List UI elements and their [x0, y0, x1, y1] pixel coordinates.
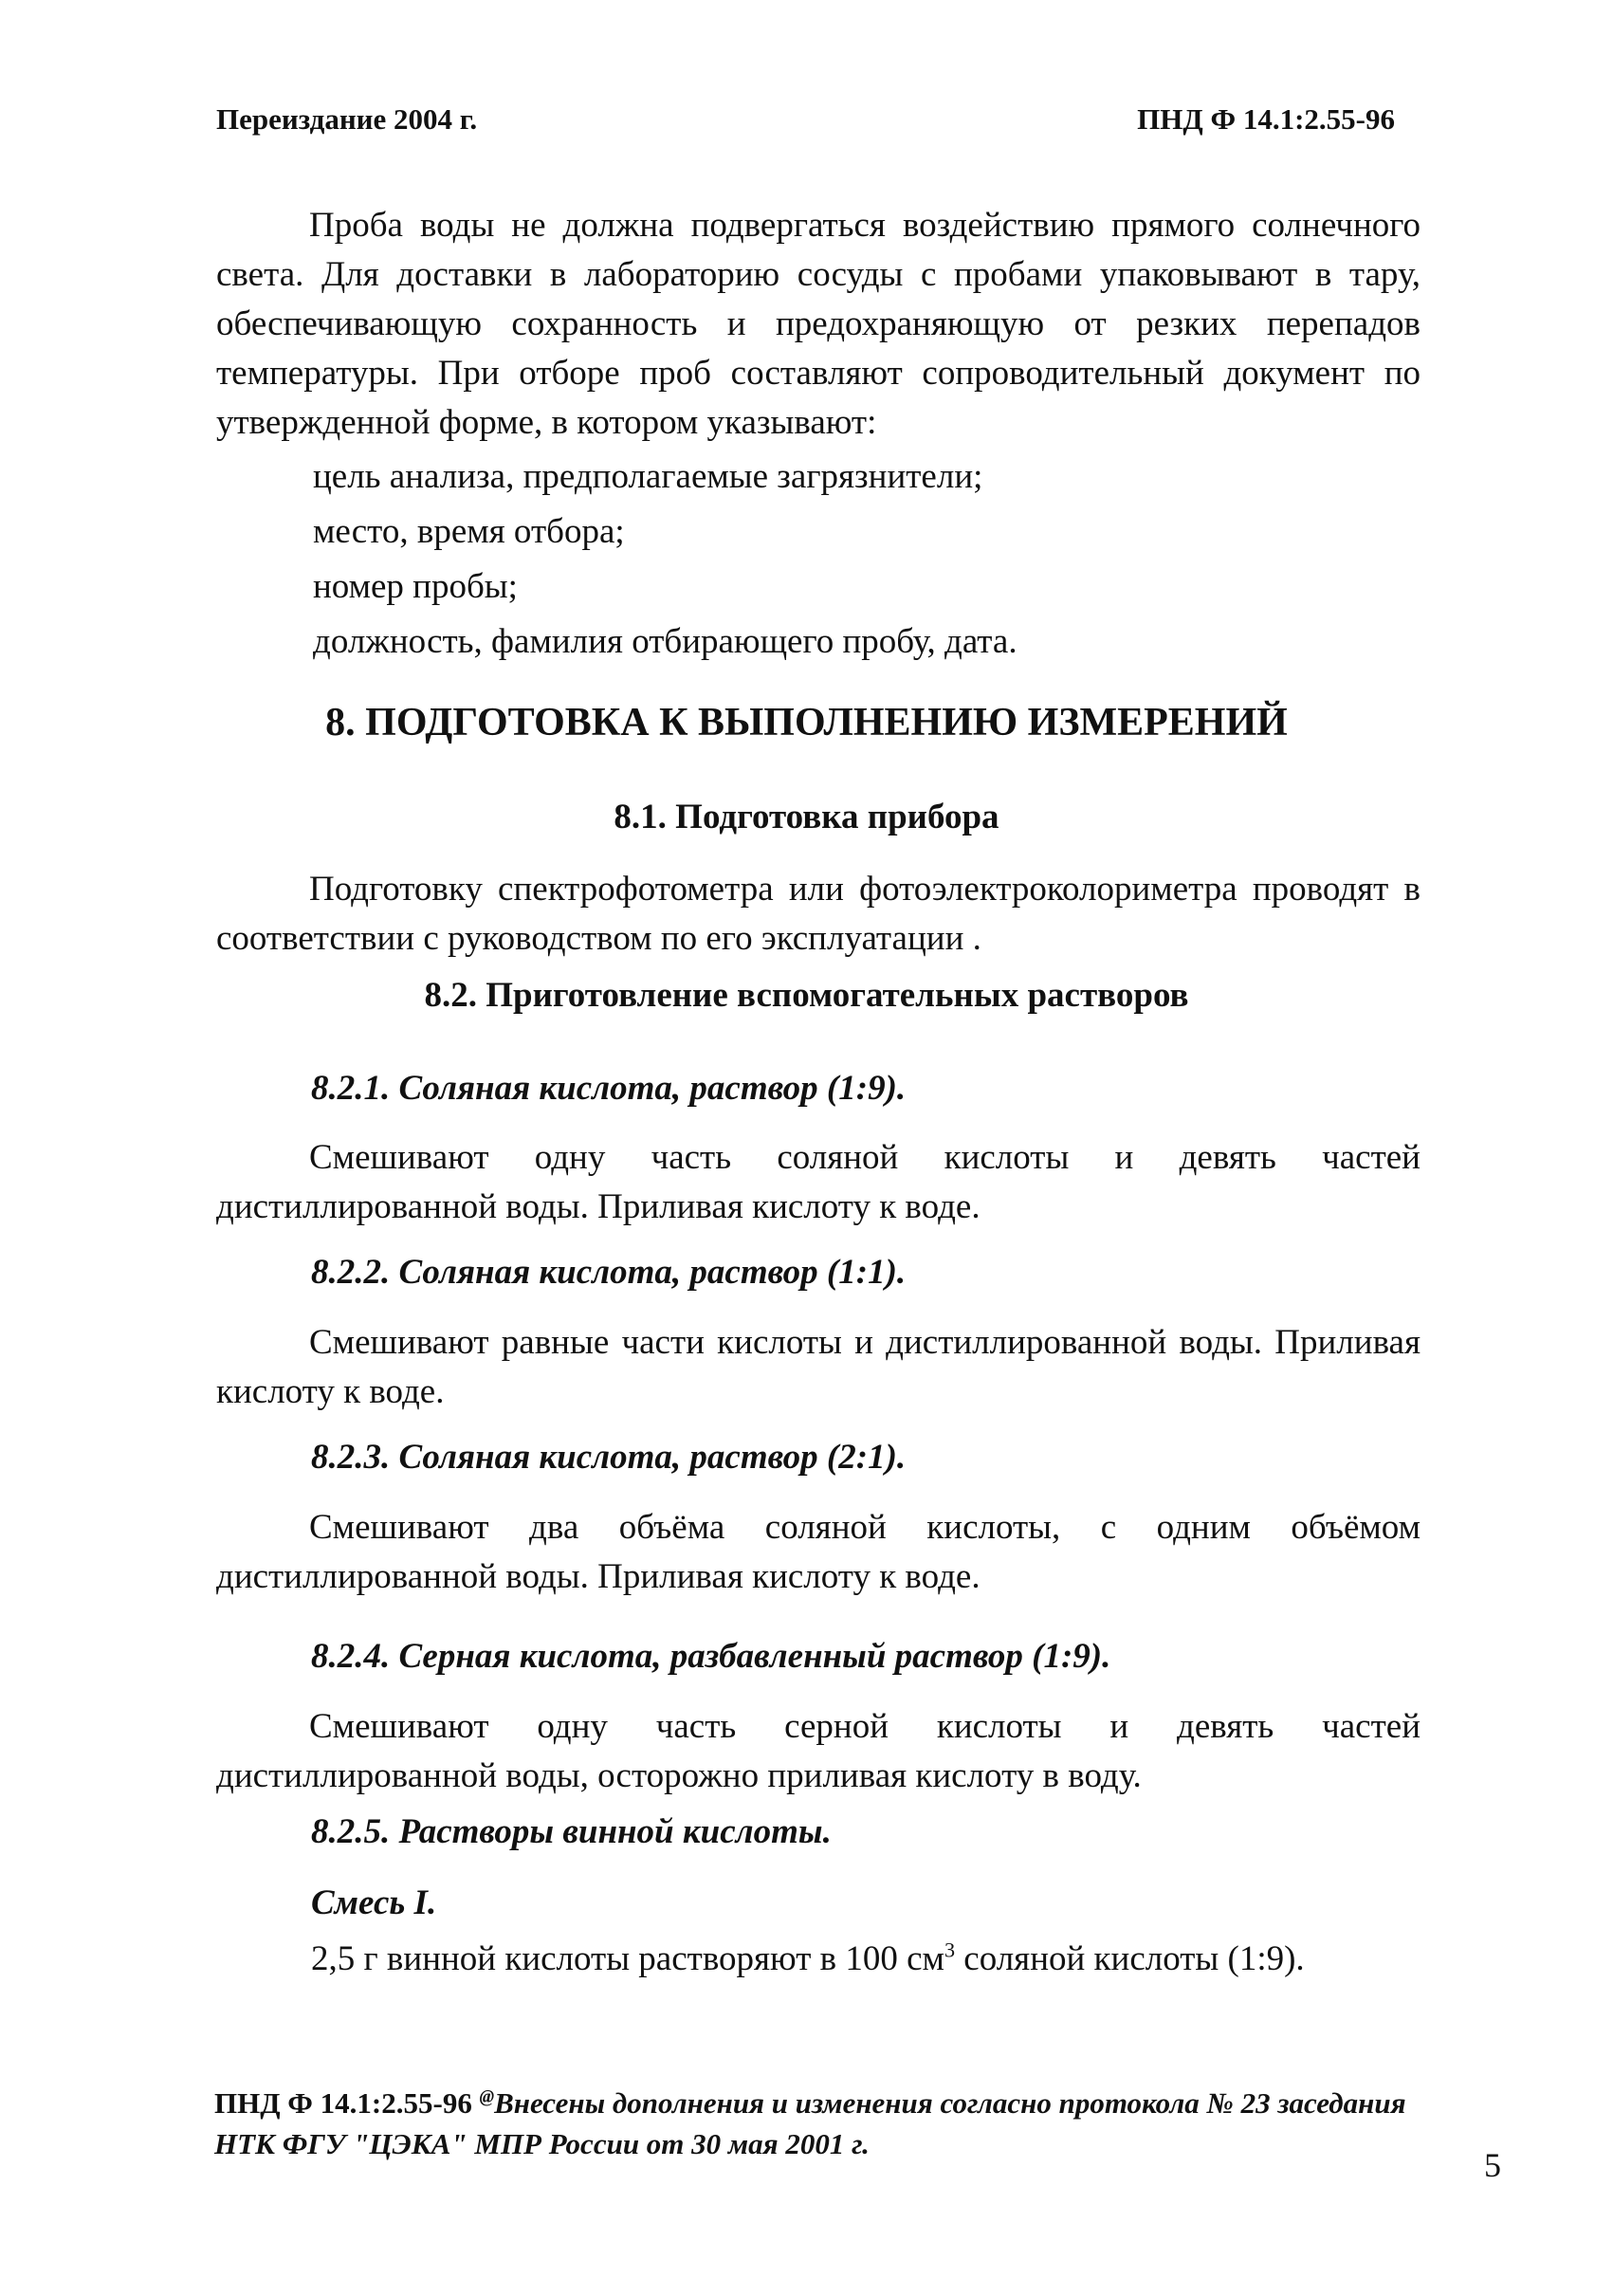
section-8-title: 8. ПОДГОТОВКА К ВЫПОЛНЕНИЮ ИЗМЕРЕНИЙ [325, 701, 1288, 744]
footnote-marker: @ [479, 2086, 495, 2107]
section-8-1-text: Подготовку спектрофотометра или фотоэлектроколориметра проводят в соответствии с руководством по его эксплуатации . [216, 870, 1421, 958]
list-item: номер пробы; [313, 567, 518, 606]
section-8-2-2-text: Смешивают равные части кислоты и дистиллированной воды. Приливая кислоту к воде. [216, 1323, 1421, 1411]
section-8-2-1-title: 8.2.1. Соляная кислота, раствор (1:9). [311, 1069, 907, 1108]
mix-1-title: Смесь I. [311, 1883, 437, 1922]
header-document-code: ПНД Ф 14.1:2.55-96 [1137, 102, 1395, 136]
footnote-document-code: ПНД Ф 14.1:2.55-96 [214, 2086, 480, 2120]
section-8-2-2-title: 8.2.2. Соляная кислота, раствор (1:1). [311, 1253, 907, 1292]
list-item: должность, фамилия отбирающего пробу, дата. [313, 622, 1017, 661]
section-8-2-3-title: 8.2.3. Соляная кислота, раствор (2:1). [311, 1438, 907, 1477]
section-8-2-5-title: 8.2.5. Растворы винной кислоты. [311, 1812, 832, 1851]
section-8-2-4-text: Смешивают одну часть серной кислоты и девять частей дистиллированной воды, осторожно приливая кислоту в воду. [216, 1707, 1421, 1795]
header-edition: Переиздание 2004 г. [216, 102, 478, 136]
page-number: 5 [1484, 2146, 1501, 2184]
intro-paragraph: Проба воды не должна подвергаться воздействию прямого солнечного света. Для доставки в лабораторию сосуды с пробами упаковывают в тару, обеспечивающую сохранность и предохраняющую от резких перепадов температуры. При отборе проб составляют сопроводительный документ по утвержденной форме, в котором указывают: [216, 206, 1421, 442]
section-8-2-title: 8.2. Приготовление вспомогательных растворов [424, 976, 1189, 1015]
section-8-1-title: 8.1. Подготовка прибора [614, 798, 999, 836]
section-8-2-1-text: Смешивают одну часть соляной кислоты и девять частей дистиллированной воды. Приливая кислоту к воде. [216, 1138, 1421, 1226]
footnote [214, 2083, 1438, 2164]
footnote-text: Внесены дополнения и изменения согласно протокола № 23 заседания НТК ФГУ "ЦЭКА" МПР России от 30 мая 2001 г. [214, 2086, 1406, 2160]
section-8-2-4-title: 8.2.4. Серная кислота, разбавленный раствор (1:9). [311, 1637, 1111, 1676]
list-item: цель анализа, предполагаемые загрязнители; [313, 457, 983, 496]
section-8-2-3-text: Смешивают два объёма соляной кислоты, с одним объёмом дистиллированной воды. Приливая кислоту к воде. [216, 1508, 1421, 1596]
list-item: место, время отбора; [313, 512, 625, 551]
mix-1-text: 2,5 г винной кислоты растворяют в 100 $см^3$ соляной кислоты (1:9). [311, 1938, 1305, 1978]
